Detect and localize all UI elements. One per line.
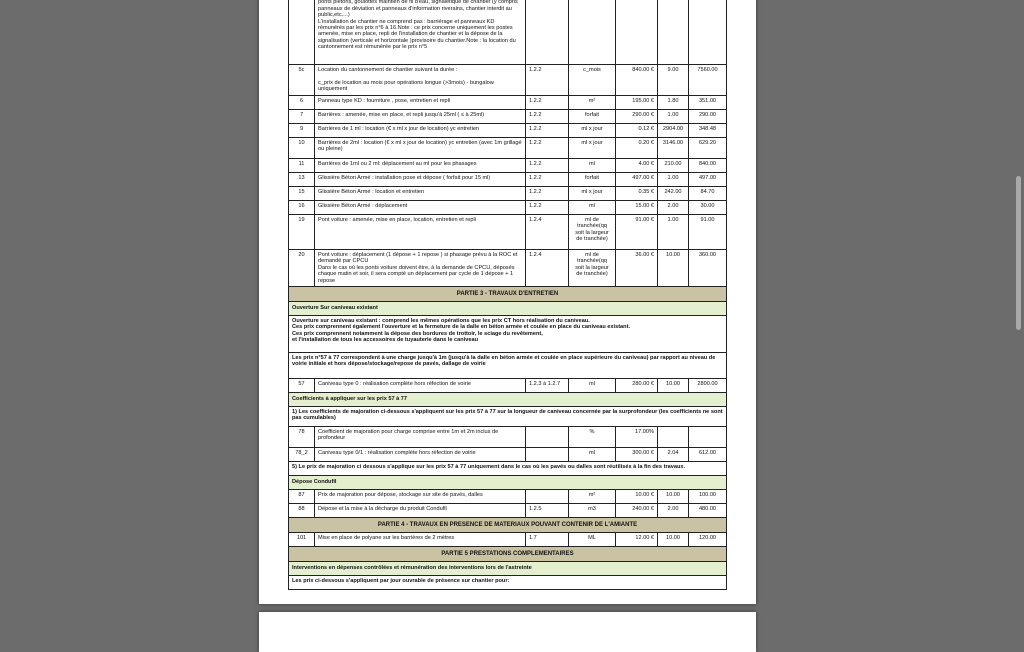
cell-pu: 17.00% <box>616 427 658 448</box>
cell-pu: 0.35 € <box>616 187 658 201</box>
cell-num: 88 <box>289 504 315 518</box>
cell-total: 348.48 <box>689 124 727 138</box>
cell-unit: forfait <box>569 110 616 124</box>
cell-desc: Glissière Béton Armé : déplacement <box>315 201 526 215</box>
note-coefficients <box>289 407 727 427</box>
cell-qty: 2.04 <box>658 448 689 462</box>
table-row <box>289 215 727 250</box>
cell-pu: 4.00 € <box>616 159 658 173</box>
subheader-coefficients-text: Coefficients à appliquer sur les prix 57 à 77 <box>289 393 727 407</box>
cell-unit: m² <box>569 96 616 110</box>
cell-pu: 195.00 € <box>616 96 658 110</box>
note-coefficients-text: 1) Les coefficients de majoration ci-dessous s'appliquent sur les prix 57 à 77 sur la longueur de caniveau concernée par la surprofondeur (les coefficients ne sont pas cumulables) <box>289 407 727 427</box>
cell-desc: Barrières : amenée, mise en place, et repli jusqu'à 25ml ( ≤ à 25ml) <box>315 110 526 124</box>
table-row <box>289 490 727 504</box>
cell-total: 480.00 <box>689 504 727 518</box>
cell-unit: m3 <box>569 504 616 518</box>
cell-desc: Coefficient de majoration pour charge comprise entre 1m et 2m inclus de profondeur <box>315 427 526 448</box>
cell-num: 87 <box>289 490 315 504</box>
cell-desc: Pont voiture : déplacement (1 dépose + 1 repose ) si phasage prévu à la ROC et demandé par CPCU Dans le cas où les ponts voiture doivent être, à la demande de CPCU, déposés chaque matin et soir, il sera compté un déplacement par cycle de 1 dépose + 1 repose <box>315 250 526 287</box>
table-row <box>289 124 727 138</box>
cell-total: 7560.00 <box>689 65 727 96</box>
cell-pu: 840.00 € <box>616 65 658 96</box>
table-row <box>289 187 727 201</box>
cell-num: 11 <box>289 159 315 173</box>
cell-qty: 210.00 <box>658 159 689 173</box>
cell-qty <box>658 0 689 65</box>
cell-total: 2800.00 <box>689 379 727 393</box>
cell-total: 120.00 <box>689 533 727 547</box>
cell-num: 9 <box>289 124 315 138</box>
cell-unit: ml <box>569 159 616 173</box>
cell-total: 84.70 <box>689 187 727 201</box>
cell-qty: 2904.00 <box>658 124 689 138</box>
cell-num: 10 <box>289 138 315 159</box>
cell-unit: % <box>569 427 616 448</box>
cell-desc: Location du cantonnement de chantier suivant la durée : c_prix de location au mois pour opérations longue (>3mois) - bungalow uniquement <box>315 65 526 96</box>
cell-total: 360.00 <box>689 250 727 287</box>
cell-qty: 9.00 <box>658 65 689 96</box>
cell-desc: Panneau type KD : fourniture , pose, entretien et repli <box>315 96 526 110</box>
section-header-part4 <box>289 518 727 533</box>
cell-ref: 1.2.2 <box>526 159 569 173</box>
cell-ref: 1.2.2 <box>526 201 569 215</box>
cell-qty <box>658 427 689 448</box>
section-header-part3-text: PARTIE 3 - TRAVAUX D'ENTRETIEN <box>289 287 727 302</box>
cell-qty: 10.00 <box>658 250 689 287</box>
cell-ref: 1.2.2 <box>526 96 569 110</box>
cell-ref <box>526 427 569 448</box>
cell-unit: c_mois <box>569 65 616 96</box>
cell-total: 497.00 <box>689 173 727 187</box>
cell-pu: 300.00 € <box>616 448 658 462</box>
cell-num: 78_2 <box>289 448 315 462</box>
cell-num: 20 <box>289 250 315 287</box>
cell-unit: ml <box>569 379 616 393</box>
cell-desc: ponts piétons, goulottes maintien de fil d'eau, signalétique de chantier (y compris panneaux de déviation et panneaux d'information riverains, chantier interdit au public,etc....) L'installation de chantier ne comprend pas : barriérage et panneaux KD rémunérés par les prix n°6 à 16.Note : ce prix concerne uniquement les postes amenée, mise en place, repli de l'installation de chantier et la dépose de la signalisation (verticale et horizontale )provisoire du chantier.Note : la location du cantonnement est rémunérée par le prix n°5 <box>315 0 526 65</box>
cell-qty: 1.00 <box>658 110 689 124</box>
cell-unit: ML <box>569 533 616 547</box>
cell-ref: 1.2.2 <box>526 173 569 187</box>
cell-total <box>689 0 727 65</box>
cell-num: 101 <box>289 533 315 547</box>
section-header-part4-text: PARTIE 4 - TRAVAUX EN PRESENCE DE MATERIAUX POUVANT CONTENIR DE L'AMIANTE <box>289 518 727 533</box>
subheader-coefficients <box>289 393 727 407</box>
cell-pu: 0.20 € <box>616 138 658 159</box>
cell-ref: 1.2.2 <box>526 110 569 124</box>
cell-ref: 1.2.3 à 1.2.7 <box>526 379 569 393</box>
cell-desc: Mise en place de polyane sur les barrières de 2 mètres <box>315 533 526 547</box>
cell-pu: 497.00 € <box>616 173 658 187</box>
note-last-text: Les prix ci-dessous s'appliquent par jour ouvrable de présence sur chantier pour: <box>289 576 727 590</box>
cell-unit: ml x jour <box>569 187 616 201</box>
cell-qty: 10.00 <box>658 490 689 504</box>
cell-ref: 1.7 <box>526 533 569 547</box>
document-page <box>259 0 756 604</box>
cell-pu: 91.00 € <box>616 215 658 250</box>
cell-qty: 1.00 <box>658 173 689 187</box>
subheader-depose <box>289 476 727 490</box>
section-header-part5 <box>289 547 727 562</box>
cell-unit: ml x jour <box>569 124 616 138</box>
cell-desc: Glissière Béton Armé : installation pose et dépose ( forfait pour 15 ml) <box>315 173 526 187</box>
cell-pu: 240.00 € <box>616 504 658 518</box>
note-ouverture <box>289 316 727 353</box>
cell-qty: 242.00 <box>658 187 689 201</box>
cell-unit <box>569 0 616 65</box>
table-row <box>289 427 727 448</box>
subheader-ouverture-text: Ouverture Sur caniveau existant <box>289 302 727 316</box>
cell-unit: ml de tranchée(qq soit la largeur de tranchée) <box>569 215 616 250</box>
cell-num: 13 <box>289 173 315 187</box>
cell-pu: 15.00 € <box>616 201 658 215</box>
price-table <box>288 0 727 590</box>
note-ouverture-text: Ouverture sur caniveau existant : comprend les mêmes opérations que les prix CT hors réalisation du caniveau. Ces prix comprennent également l'ouverture et la fermeture de la dalle en béton armée et coulée en place du caniveau existant. Ces prix comprennent notamment la dépose des bordures de trottoir, le sciage du revêtement, et l'installation de tous les accessoires de tuyauterie dans le caniveau <box>289 316 727 353</box>
cell-pu: 36.00 € <box>616 250 658 287</box>
cell-total: 91.00 <box>689 215 727 250</box>
cell-desc: Barrières de 1 ml : location (€ x ml x jour de location) yc entretien <box>315 124 526 138</box>
cell-ref <box>526 490 569 504</box>
note-last <box>289 576 727 590</box>
cell-ref: 1.2.2 <box>526 124 569 138</box>
cell-total: 30.00 <box>689 201 727 215</box>
cell-num: 5c <box>289 65 315 96</box>
table-row <box>289 448 727 462</box>
table-row <box>289 96 727 110</box>
cell-unit: ml x jour <box>569 138 616 159</box>
table-row <box>289 0 727 65</box>
cell-pu: 290.00 € <box>616 110 658 124</box>
cell-qty: 3146.00 <box>658 138 689 159</box>
cell-qty: 10.00 <box>658 379 689 393</box>
cell-pu: 12.00 € <box>616 533 658 547</box>
cell-desc: Glissière Béton Armé : location et entretien <box>315 187 526 201</box>
cell-num: 16 <box>289 201 315 215</box>
cell-desc: Caniveau type 0 : réalisation complète hors réfection de voirie <box>315 379 526 393</box>
cell-desc: Barrières de 2ml : location (€ x ml x jour de location) yc entretien (avec 1m grillagé ou pleine) <box>315 138 526 159</box>
cell-unit: ml <box>569 448 616 462</box>
section-header-part5-text: PARTIE 5 PRESTATIONS COMPLEMENTAIRES <box>289 547 727 562</box>
note-prix57 <box>289 353 727 379</box>
cell-unit: m² <box>569 490 616 504</box>
table-row <box>289 138 727 159</box>
cell-num: 78 <box>289 427 315 448</box>
cell-qty: 10.00 <box>658 533 689 547</box>
cell-ref: 1.2.4 <box>526 250 569 287</box>
subheader-interventions <box>289 562 727 576</box>
cell-qty: 2.00 <box>658 201 689 215</box>
cell-total <box>689 427 727 448</box>
cell-pu: 0.12 € <box>616 124 658 138</box>
cell-total: 629.20 <box>689 138 727 159</box>
cell-desc: Dépose et la mise à la décharge du produit Condufil <box>315 504 526 518</box>
cell-ref: 1.2.2 <box>526 187 569 201</box>
cell-qty: 1.80 <box>658 96 689 110</box>
table-row <box>289 250 727 287</box>
cell-num: 7 <box>289 110 315 124</box>
cell-total: 290.00 <box>689 110 727 124</box>
cell-ref: 1.2.2 <box>526 138 569 159</box>
note-majoration-text: 5) Le prix de majoration ci dessous s'applique sur les prix 57 à 77 uniquement dans le cas où les pavés ou dalles sont réutilisés à la fin des travaux. <box>289 462 727 476</box>
cell-num: 57 <box>289 379 315 393</box>
cell-qty: 2.00 <box>658 504 689 518</box>
cell-ref: 1.2.5 <box>526 504 569 518</box>
cell-total: 100.00 <box>689 490 727 504</box>
scrollbar[interactable] <box>1010 0 1024 640</box>
section-header-part3 <box>289 287 727 302</box>
table-row <box>289 159 727 173</box>
cell-pu <box>616 0 658 65</box>
subheader-interventions-text: Interventions en dépenses contrôlées et rémunération des interventions lors de l'astreinte <box>289 562 727 576</box>
cell-pu: 280.00 € <box>616 379 658 393</box>
scrollbar-thumb[interactable] <box>1016 176 1021 330</box>
subheader-ouverture <box>289 302 727 316</box>
cell-total: 840.00 <box>689 159 727 173</box>
table-row <box>289 379 727 393</box>
cell-qty: 1.00 <box>658 215 689 250</box>
cell-pu: 10.00 € <box>616 490 658 504</box>
note-prix57-text: Les prix n°57 à 77 correspondent à une charge jusqu'à 1m (jusqu'à la dalle en béton armée et coulée en place supérieure du caniveau) par rapport au niveau de voirie initiale et hors dépose/stockage/repose de pavés, dallage de voirie <box>289 353 727 379</box>
cell-ref <box>526 448 569 462</box>
cell-total: 612.00 <box>689 448 727 462</box>
cell-unit: forfait <box>569 173 616 187</box>
cell-unit: ml <box>569 201 616 215</box>
cell-ref: 1.2.4 <box>526 215 569 250</box>
cell-ref <box>526 0 569 65</box>
cell-desc: Pont voiture : amenée, mise en place, location, entretien et repli <box>315 215 526 250</box>
cell-num: 6 <box>289 96 315 110</box>
cell-ref: 1.2.2 <box>526 65 569 96</box>
next-page <box>259 612 756 652</box>
cell-num: 19 <box>289 215 315 250</box>
cell-unit: ml de tranchée(qq soit la largeur de tranchée) <box>569 250 616 287</box>
table-row <box>289 65 727 96</box>
table-row <box>289 201 727 215</box>
note-majoration <box>289 462 727 476</box>
subheader-depose-text: Dépose Condufil <box>289 476 727 490</box>
cell-desc: Caniveau type 0/1 : réalisation complète hors réfection de voirie <box>315 448 526 462</box>
cell-total: 351.00 <box>689 96 727 110</box>
table-row <box>289 504 727 518</box>
table-row <box>289 110 727 124</box>
table-row <box>289 173 727 187</box>
cell-desc: Barrières de 1ml ou 2 ml: déplacement au ml pour les phasages <box>315 159 526 173</box>
cell-num <box>289 0 315 65</box>
cell-num: 15 <box>289 187 315 201</box>
cell-desc: Prix de majoration pour dépose, stockage sur site de pavés, dalles <box>315 490 526 504</box>
table-row <box>289 533 727 547</box>
